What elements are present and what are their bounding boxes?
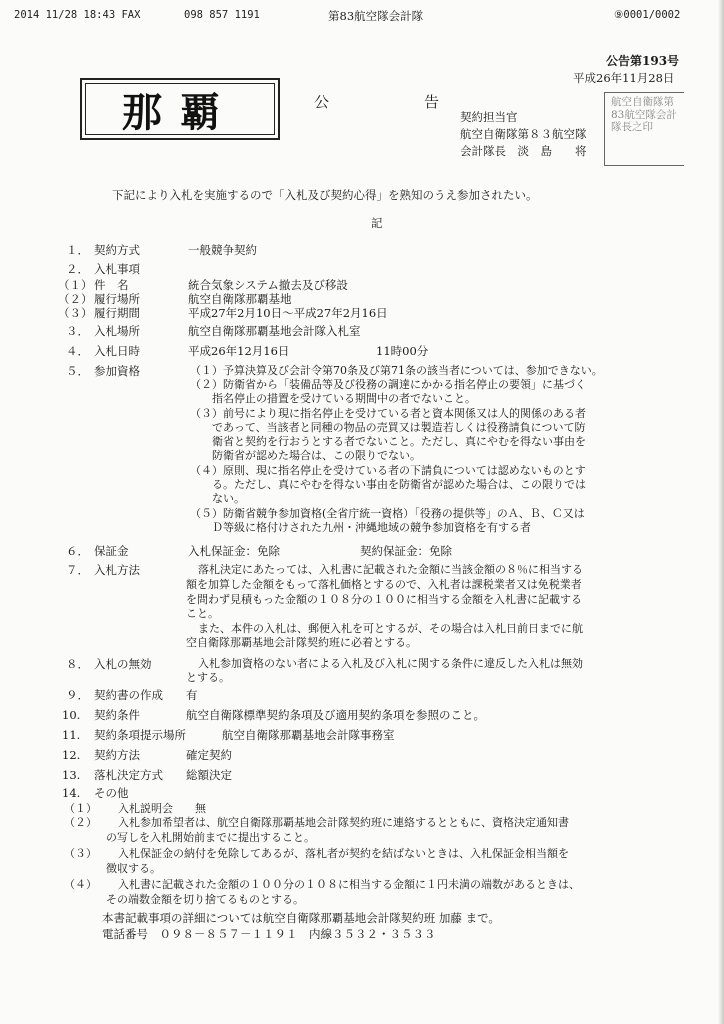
item-7-c: を問わず見積もった金額の１０８分の１００に相当する金額を入札書に記載する bbox=[186, 593, 582, 606]
official-seal: 航空自衛隊第83航空隊会計隊長之印 bbox=[604, 92, 684, 166]
fax-page: ⑨0001/0002 bbox=[614, 9, 681, 21]
item-6-label: 保証金 bbox=[94, 544, 129, 558]
item-14-2-a: 入札参加希望者は、航空自衛隊那覇基地会計隊契約班に連絡するとともに、資格決定通知書 bbox=[118, 816, 569, 829]
item-14-num: 14. bbox=[62, 786, 81, 800]
item-2-3-num: （３） bbox=[58, 306, 93, 320]
item-14-2-num: （２） bbox=[64, 816, 97, 829]
fax-sender: 第83航空隊会計隊 bbox=[328, 9, 424, 23]
item-2-num: ２． bbox=[66, 262, 89, 276]
item-7-label: 入札方法 bbox=[94, 563, 140, 577]
item-7-e: また、本件の入札は、郵便入札を可とするが、その場合は入札日前日までに航 bbox=[198, 622, 583, 635]
item-13-label: 落札決定方式 bbox=[94, 768, 163, 782]
city-stamp: 那覇 bbox=[80, 78, 280, 140]
item-14-3-a: 入札保証金の納付を免除してあるが、落札者が契約を結ばないときは、入札保証金相当額を bbox=[118, 847, 569, 860]
item-12-label: 契約方法 bbox=[94, 748, 140, 762]
item-2-1-label: 件 名 bbox=[94, 278, 129, 292]
phone-line: 電話番号 ０９８－８５７－１１９１ 内線３５３２・３５３３ bbox=[102, 927, 436, 941]
item-6-num: ６． bbox=[66, 544, 89, 558]
item-5-4a: （４）原則、現に指名停止を受けている者の下請負については認めないものとす bbox=[190, 464, 586, 477]
item-8-b: とする。 bbox=[186, 671, 230, 684]
item-9-value: 有 bbox=[186, 688, 198, 702]
item-5-num: ５． bbox=[66, 364, 89, 378]
item-14-4-num: （４） bbox=[64, 878, 97, 891]
item-5-3a: （３）前号により現に指名停止を受けている者と資本関係又は人的関係のある者 bbox=[190, 407, 586, 420]
intro-text: 下記により入札を実施するので「入札及び契約心得」を熟知のうえ参加されたい。 bbox=[112, 188, 538, 202]
item-14-4-a: 入札書に記載された金額の１００分の１０８に相当する金額に１円未満の端数があるときは、 bbox=[118, 878, 580, 891]
item-1-label: 契約方式 bbox=[94, 243, 140, 257]
item-5-3b: であって、当該者と同種の物品の売買又は製造若しくは役務請負について防 bbox=[212, 421, 586, 434]
item-3-label: 入札場所 bbox=[94, 324, 140, 338]
fax-datetime: 2014 11/28 18:43 FAX bbox=[14, 9, 141, 21]
item-5-label: 参加資格 bbox=[94, 364, 140, 378]
item-5-2b: 指名停止の措置を受けている期間中の者でないこと。 bbox=[212, 392, 476, 405]
item-9-num: ９． bbox=[66, 688, 89, 702]
item-2-1-num: （１） bbox=[58, 278, 93, 292]
item-5-3d: 防衛省が認めた場合は、この限りでない。 bbox=[212, 449, 421, 462]
item-7-num: ７． bbox=[66, 563, 89, 577]
issuer-name: 会計隊長 淡 島 将 bbox=[460, 144, 587, 158]
contact-line: 本書記載事項の詳細については航空自衛隊那覇基地会計隊契約班 加藤 まで。 bbox=[102, 911, 500, 925]
item-12-value: 確定契約 bbox=[186, 748, 232, 762]
item-8-label: 入札の無効 bbox=[94, 657, 152, 671]
item-8-num: ８． bbox=[66, 657, 89, 671]
item-3-value: 航空自衛隊那覇基地会計隊入札室 bbox=[188, 324, 361, 338]
item-2-3-label: 履行期間 bbox=[94, 306, 140, 320]
item-2-2-num: （２） bbox=[58, 292, 93, 306]
item-10-num: 10. bbox=[62, 708, 81, 722]
item-2-label: 入札事項 bbox=[94, 262, 140, 276]
item-4-num: ４． bbox=[66, 344, 89, 358]
item-14-label: その他 bbox=[94, 786, 129, 800]
notice-date: 平成26年11月28日 bbox=[573, 71, 675, 85]
item-8-a: 入札参加資格のない者による入札及び入札に関する条件に違反した入札は無効 bbox=[198, 657, 583, 670]
item-5-5b: Ｄ等級に格付けされた九州・沖縄地域の競争参加資格を有する者 bbox=[212, 521, 531, 534]
item-7-f: 空自衛隊那覇基地会計隊契約班に必着とする。 bbox=[186, 636, 417, 649]
item-14-3-num: （３） bbox=[64, 847, 97, 860]
item-4-time: 11時00分 bbox=[376, 344, 429, 358]
item-2-3-value: 平成27年2月10日～平成27年2月16日 bbox=[188, 306, 388, 320]
item-6-value2: 契約保証金：免除 bbox=[360, 544, 452, 558]
fax-number: 098 857 1191 bbox=[184, 9, 260, 21]
item-1-num: １． bbox=[66, 243, 89, 257]
notice-title-left: 公 bbox=[314, 93, 330, 111]
item-7-b: 額を加算した金額をもって落札価格とするので、入札者は課税業者又は免税業者 bbox=[186, 578, 582, 591]
item-9-label: 契約書の作成 bbox=[94, 688, 163, 702]
issuer-role: 契約担当官 bbox=[460, 110, 518, 124]
item-5-3c: 衛省と契約を行おうとする者でないこと。ただし、真にやむを得ない事由を bbox=[212, 435, 586, 448]
item-14-1-text: 入札説明会 無 bbox=[118, 802, 206, 815]
item-11-num: 11. bbox=[62, 728, 81, 742]
item-10-value: 航空自衛隊標準契約条項及び適用契約条項を参照のこと。 bbox=[186, 708, 485, 722]
issuer-unit: 航空自衛隊第８３航空隊 bbox=[460, 127, 587, 141]
item-10-label: 契約条件 bbox=[94, 708, 140, 722]
item-2-2-label: 履行場所 bbox=[94, 292, 140, 306]
scan-edge bbox=[718, 0, 724, 1024]
item-2-1-value: 統合気象システム撤去及び移設 bbox=[188, 278, 348, 292]
item-14-3-b: 徴収する。 bbox=[106, 862, 161, 875]
item-7-d: こと。 bbox=[186, 607, 219, 620]
item-12-num: 12. bbox=[62, 748, 81, 762]
item-13-num: 13. bbox=[62, 768, 81, 782]
item-14-1-num: （１） bbox=[64, 802, 97, 815]
item-14-4-b: その端数金額を切り捨てるものとする。 bbox=[106, 893, 304, 906]
ki-heading: 記 bbox=[371, 216, 383, 230]
item-11-value: 航空自衛隊那覇基地会計隊事務室 bbox=[222, 728, 395, 742]
item-7-a: 落札決定にあたっては、入札書に記載された金額に当該金額の８％に相当する bbox=[198, 563, 583, 576]
item-5-1: （１）予算決算及び会計令第70条及び第71条の該当者については、参加できない。 bbox=[190, 364, 603, 377]
item-6-value: 入札保証金：免除 bbox=[188, 544, 280, 558]
item-11-label: 契約条項提示場所 bbox=[94, 728, 186, 742]
item-2-2-value: 航空自衛隊那覇基地 bbox=[188, 292, 292, 306]
item-5-2a: （２）防衛省から「装備品等及び役務の調達にかかる指名停止の要領」に基づく bbox=[190, 378, 586, 391]
item-4-label: 入札日時 bbox=[94, 344, 140, 358]
item-4-date: 平成26年12月16日 bbox=[188, 344, 290, 358]
notice-title-right: 告 bbox=[424, 93, 440, 111]
item-5-5a: （５）防衛省競争参加資格(全省庁統一資格）「役務の提供等」のＡ、Ｂ、Ｃ又は bbox=[190, 507, 585, 520]
item-5-4b: る。ただし、真にやむを得ない事由を防衛省が認めた場合は、この限りでは bbox=[212, 478, 586, 491]
item-3-num: ３． bbox=[66, 324, 89, 338]
item-5-4c: ない。 bbox=[212, 492, 245, 505]
item-13-value: 総額決定 bbox=[186, 768, 232, 782]
notice-number: 公告第193号 bbox=[606, 54, 680, 68]
item-14-2-b: の写しを入札開始前までに提出すること。 bbox=[106, 831, 315, 844]
item-1-value: 一般競争契約 bbox=[188, 243, 257, 257]
